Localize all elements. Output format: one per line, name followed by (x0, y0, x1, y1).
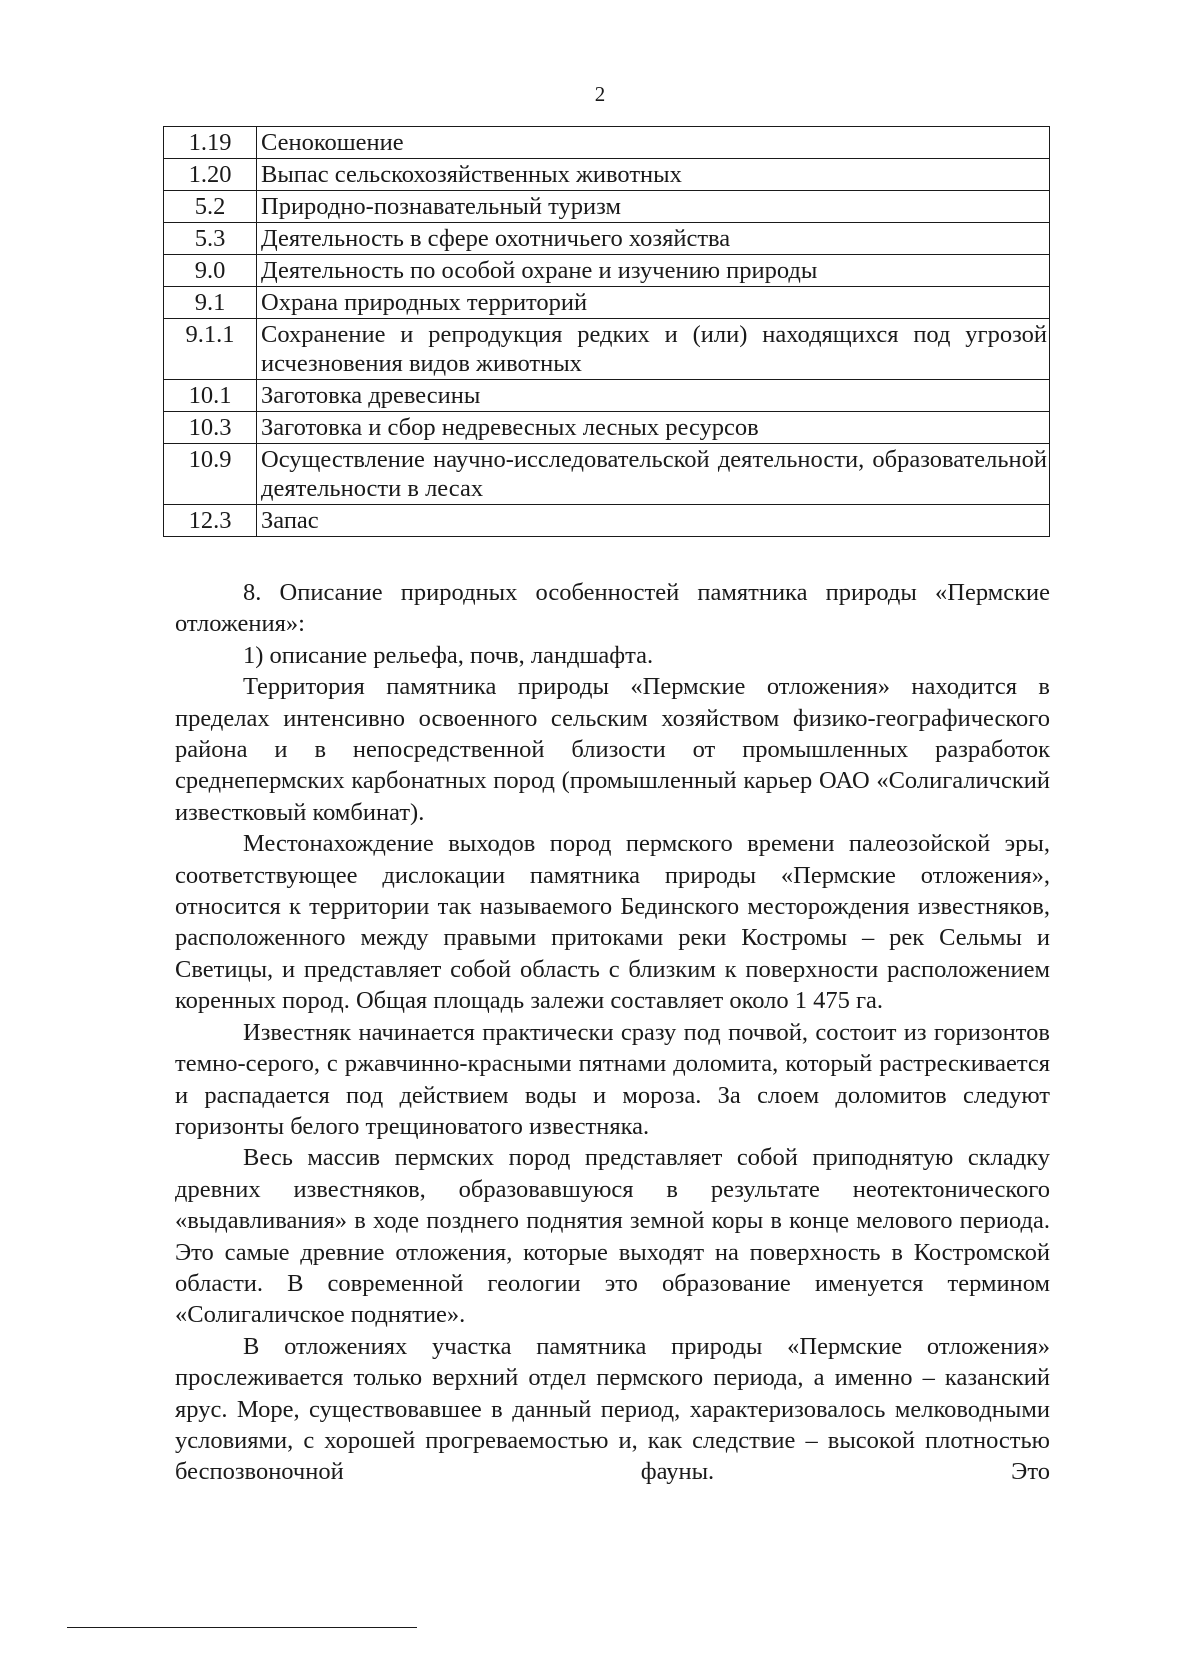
name-cell: Охрана природных территорий (257, 287, 1050, 319)
code-cell: 9.1.1 (164, 319, 257, 380)
paragraph-continues: В отложениях участка памятника природы «Пермские отложения» прослеживается только верхний отдел пермского периода, а именно – казанский ярус. Море, существовавшее в данный период, характеризовалось мелководными условиями, с хорошей прогреваемостью и, как следствие – высокой плотностью беспозвоночной фауны. Это (175, 1332, 1050, 1486)
code-cell: 1.20 (164, 159, 257, 191)
name-cell: Деятельность в сфере охотничьего хозяйства (257, 223, 1050, 255)
section-subheading: 1) описание рельефа, почв, ландшафта. (243, 641, 654, 669)
code-cell: 9.1 (164, 287, 257, 319)
name-cell: Заготовка древесины (257, 380, 1050, 412)
table-row (164, 319, 1050, 380)
code-cell: 12.3 (164, 505, 257, 537)
name-cell: Сохранение и репродукция редких и (или) находящихся под угрозой исчезновения видов животных (257, 319, 1050, 380)
table-row (164, 412, 1050, 444)
table-row (164, 287, 1050, 319)
code-cell: 9.0 (164, 255, 257, 287)
paragraph: Весь массив пермских пород представляет собой приподнятую складку древних известняков, образовавшуюся в результате неотектонического «выдавливания» в ходе позднего поднятия земной коры в конце мелового периода. Это самые древние отложения, которые выходят на поверхность в Костромской области. В современной геологии это образование именуется термином «Солигаличское поднятие». (175, 1144, 1050, 1329)
footnote-divider (67, 1627, 417, 1628)
table-row (164, 223, 1050, 255)
table-row (164, 444, 1050, 505)
code-cell: 10.3 (164, 412, 257, 444)
paragraph: Местонахождение выходов пород пермского времени палеозойской эры, соответствующее дислокации памятника природы «Пермские отложения», относится к территории так называемого Бединского месторождения известняков, расположенного между правыми притоками реки Костромы – рек Сельмы и Светицы, и представляет собой область с близким к поверхности расположением коренных пород. Общая площадь залежи составляет около 1 475 га. (175, 830, 1050, 1015)
name-cell: Природно-познавательный туризм (257, 191, 1050, 223)
code-cell: 5.3 (164, 223, 257, 255)
section-heading: 8. Описание природных особенностей памятника природы «Пермские отложения»: (175, 579, 1050, 638)
code-cell: 5.2 (164, 191, 257, 223)
table-row (164, 127, 1050, 159)
table-row (164, 159, 1050, 191)
table-row (164, 191, 1050, 223)
page-number: 2 (594, 82, 606, 106)
name-cell: Деятельность по особой охране и изучению природы (257, 255, 1050, 287)
name-cell: Запас (257, 505, 1050, 537)
table-row (164, 505, 1050, 537)
name-cell: Заготовка и сбор недревесных лесных ресурсов (257, 412, 1050, 444)
code-cell: 1.19 (164, 127, 257, 159)
name-cell: Сенокошение (257, 127, 1050, 159)
paragraph: Территория памятника природы «Пермские отложения» находится в пределах интенсивно освоенного сельским хозяйством физико-географического района и в непосредственной близости от промышленных разработок среднепермских карбонатных пород (промышленный карьер ОАО «Солигаличский известковый комбинат). (175, 673, 1050, 826)
natural-features-section (175, 577, 1050, 1488)
land-use-codes-table (163, 126, 1050, 537)
code-cell: 10.9 (164, 444, 257, 505)
code-cell: 10.1 (164, 380, 257, 412)
name-cell: Выпас сельскохозяйственных животных (257, 159, 1050, 191)
table-row (164, 380, 1050, 412)
name-cell: Осуществление научно-исследовательской деятельности, образовательной деятельности в лесах (257, 444, 1050, 505)
paragraph: Известняк начинается практически сразу под почвой, состоит из горизонтов темно-серого, с ржавчинно-красными пятнами доломита, который растрескивается и распадается под действием воды и мороза. За слоем доломитов следуют горизонты белого трещиноватого известняка. (175, 1018, 1050, 1140)
table-row (164, 255, 1050, 287)
